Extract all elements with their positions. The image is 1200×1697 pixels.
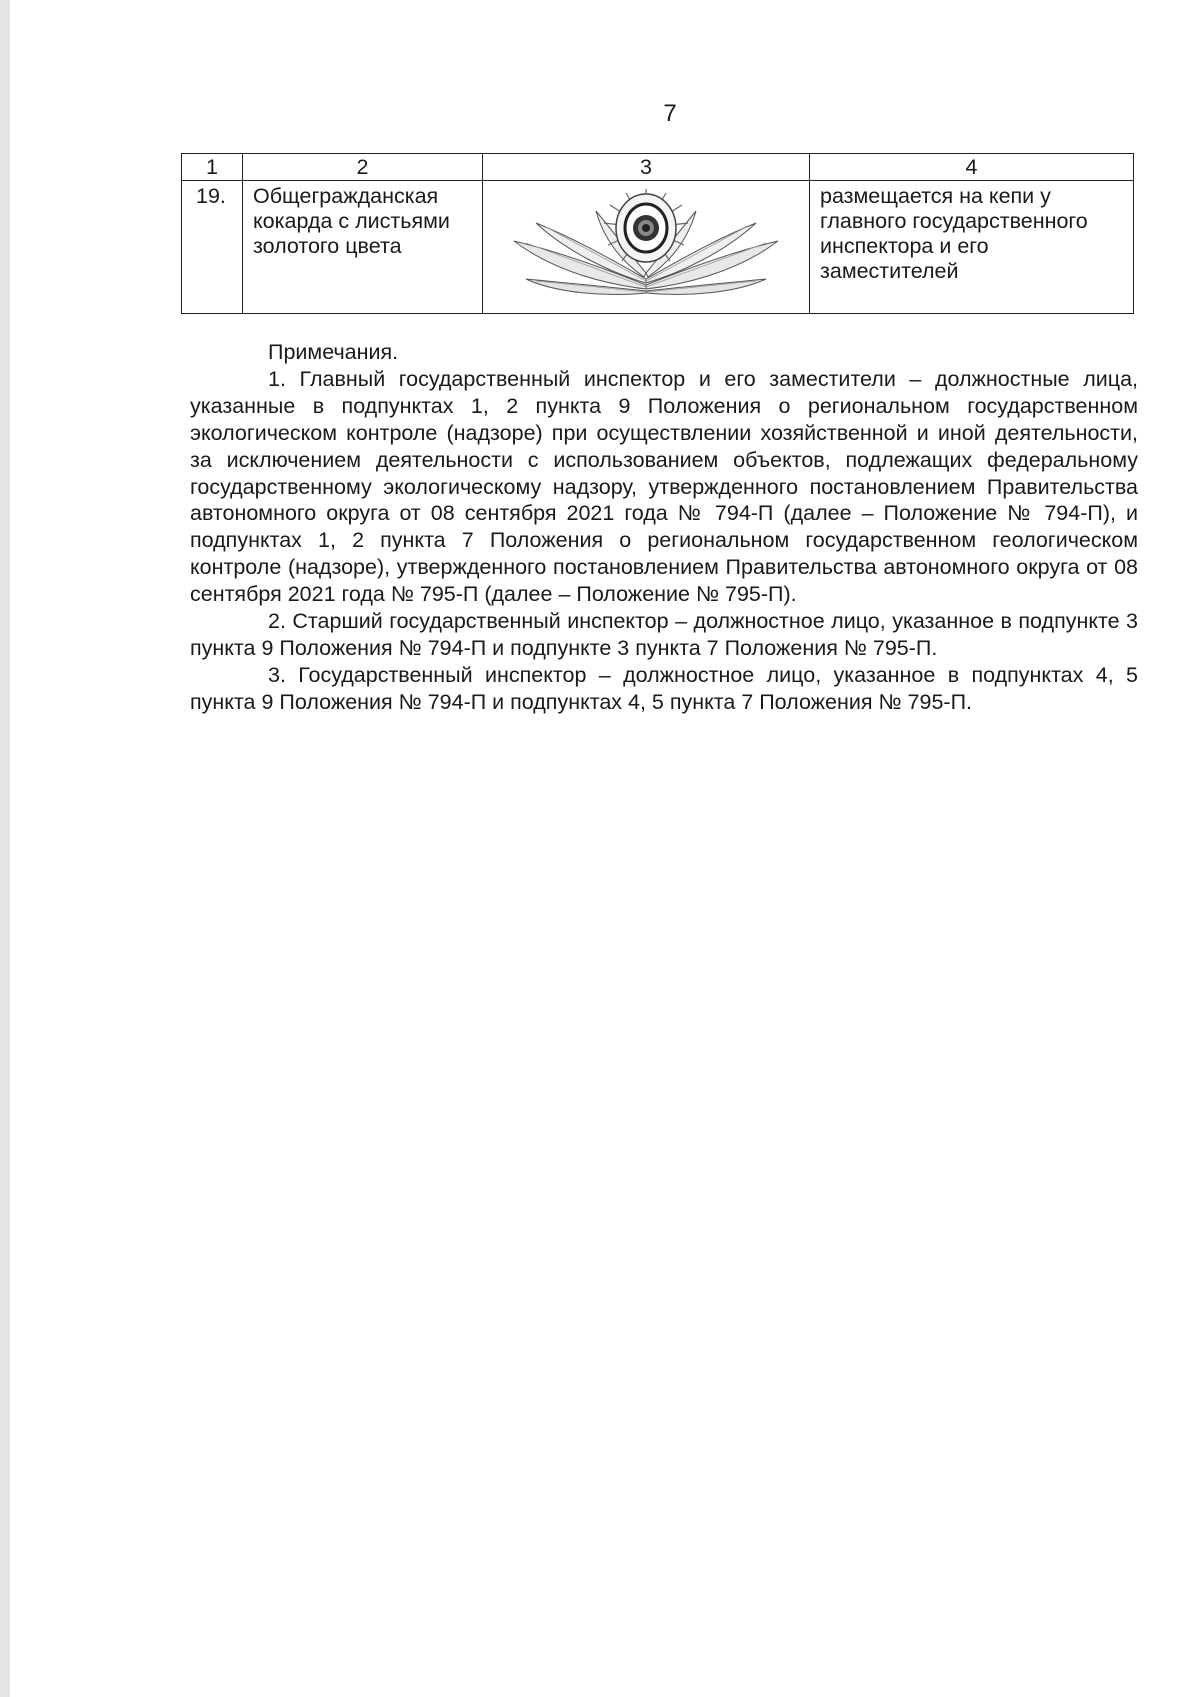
table-row [182,181,1134,314]
notes-section [190,339,1138,716]
row-number: 19. [182,181,243,314]
column-header: 1 [182,154,243,181]
page-number: 7 [663,100,677,127]
column-header: 3 [483,154,810,181]
note-item: 1. Главный государственный инспектор и его заместители – должностные лица, указанные в подпунктах 1, 2 пункта 9 Положения о региональном государственном экологическом контроле (надзоре) при осуществлении хозяйственной и иной деятельности, за исключением деятельности с использованием объектов, подлежащих федеральному государственному экологическому надзору, утвержденного постановлением Правительства автономного округа от 08 сентября 2021 года № 794-П (далее – Положение № 794-П), и подпунктах 1, 2 пункта 7 Положения о региональном государственном геологическом контроле (надзоре), утвержденного постановлением Правительства автономного округа от 08 сентября 2021 года № 795-П (далее – Положение № 795-П). [190,366,1138,607]
insignia-table [181,153,1134,314]
insignia-image-cell [483,181,810,314]
column-header: 4 [810,154,1134,181]
note-item: 2. Старший государственный инспектор – должностное лицо, указанное в подпункте 3 пункта 9 Положения № 794-П и подпункте 3 пункта 7 Положения № 795-П. [190,609,1138,660]
placement-description: размещается на кепи у главного государственного инспектора и его заместителей [810,181,1134,314]
notes-title: Примечания. [268,340,399,364]
cockade-with-leaves-icon [496,181,796,306]
document-page [10,0,1200,1697]
insignia-name: Общегражданская кокарда с листьями золотого цвета [243,181,483,314]
table-header-row [182,154,1134,181]
column-header: 2 [243,154,483,181]
note-item: 3. Государственный инспектор – должностное лицо, указанное в подпунктах 4, 5 пункта 9 Положения № 794-П и подпунктах 4, 5 пункта 7 Положения № 795-П. [190,662,1138,714]
